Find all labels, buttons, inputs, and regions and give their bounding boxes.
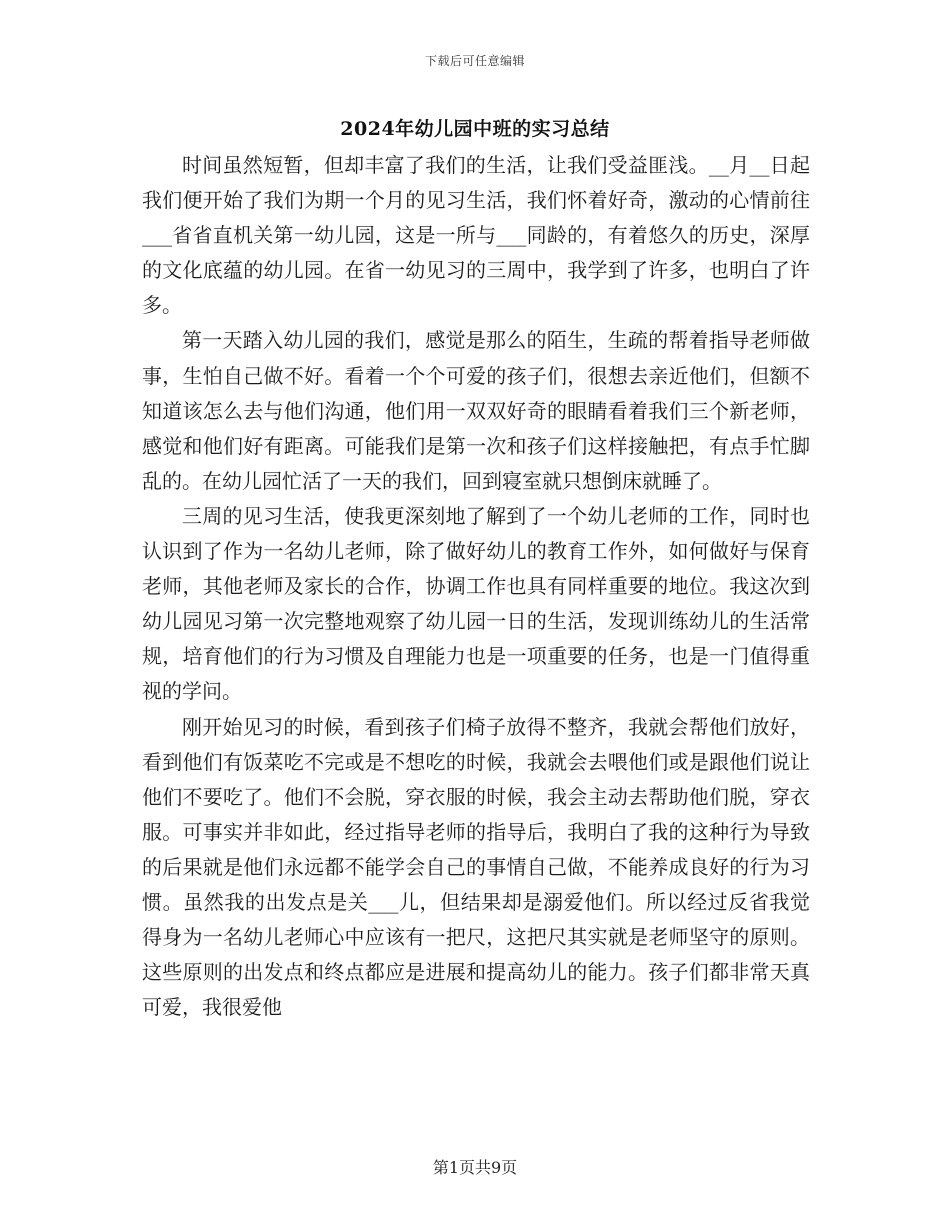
document-body bbox=[142, 148, 810, 1025]
body-paragraph: 刚开始见习的时候，看到孩子们椅子放得不整齐，我就会帮他们放好，看到他们有饭菜吃不完或是不想吃的时候，我就会去喂他们或是跟他们说让他们不要吃了。他们不会脱，穿衣服的时候，我会主动去帮助他们脱，穿衣服。可事实并非如此，经过指导老师的指导后，我明白了我的这种行为导致的后果就是他们永远都不能学会自己的事情自己做，不能养成良好的行为习惯。虽然我的出发点是关___儿，但结果却是溺爱他们。所以经过反省我觉得身为一名幼儿老师心中应该有一把尺，这把尺其实就是老师坚守的原则。这些原则的出发点和终点都应是进展和提高幼儿的能力。孩子们都非常天真可爱，我很爱他 bbox=[142, 714, 810, 1020]
body-paragraph: 第一天踏入幼儿园的我们，感觉是那么的陌生，生疏的帮着指导老师做事，生怕自己做不好。看着一个个可爱的孩子们，很想去亲近他们，但额不知道该怎么去与他们沟通，他们用一双双好奇的眼睛看着我们三个新老师，感觉和他们好有距离。可能我们是第一次和孩子们这样接触把，有点手忙脚乱的。在幼儿园忙活了一天的我们，回到寝室就只想倒床就睡了。 bbox=[142, 328, 810, 493]
document-title: 2024年幼儿园中班的实习总结 bbox=[340, 118, 610, 140]
body-paragraph: 三周的见习生活，使我更深刻地了解到了一个幼儿老师的工作，同时也认识到了作为一名幼儿老师，除了做好幼儿的教育工作外，如何做好与保育老师，其他老师及家长的合作，协调工作也具有同样重要的地位。我这次到幼儿园见习第一次完整地观察了幼儿园一日的生活，发现训练幼儿的生活常规，培育他们的行为习惯及自理能力也是一项重要的任务，也是一门值得重视的学问。 bbox=[142, 503, 810, 704]
body-paragraph: 时间虽然短暂，但却丰富了我们的生活，让我们受益匪浅。__月__日起我们便开始了我们为期一个月的见习生活，我们怀着好奇，激动的心情前往___省省直机关第一幼儿园，这是一所与___同龄的，有着悠久的历史，深厚的文化底蕴的幼儿园。在省一幼见习的三周中，我学到了许多，也明白了许多。 bbox=[142, 153, 810, 318]
page-header-note: 下载后可任意编辑 bbox=[424, 54, 525, 68]
page-number-footer: 第1页共9页 bbox=[432, 1158, 518, 1177]
